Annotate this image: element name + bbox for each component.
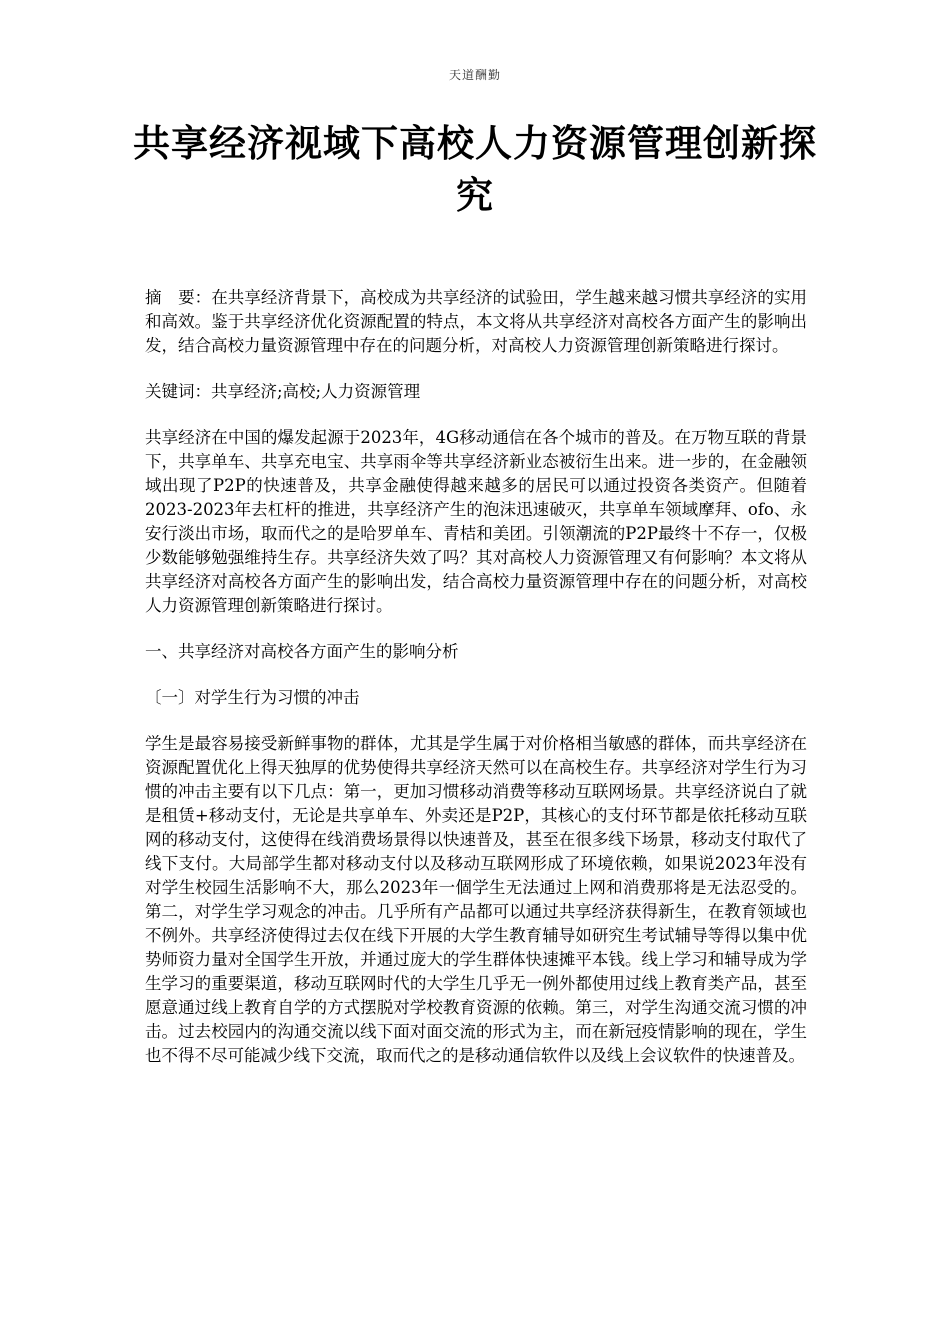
abstract-text: 在共享经济背景下，高校成为共享经济的试验田，学生越来越习惯共享经济的实用和高效。鉴于共享经济优化资源配置的特点，本文将从共享经济对高校各方面产生的影响出发，结合高校力量资源管理中存在的问题分析，对高校人力资源管理创新策略进行探讨。 [145,288,808,355]
keywords-paragraph [145,380,807,404]
abstract-label: 摘 要： [145,288,212,307]
intro-paragraph: 共享经济在中国的爆发起源于2023年，4G移动通信在各个城市的普及。在万物互联的背景下，共享单车、共享充电宝、共享雨伞等共享经济新业态被衍生出来。进一步的，在金融领域出现了P2P的快速普及，共享金融使得越来越多的居民可以通过投资各类资产。但随着2023-2023年去杠杆的推进，共享经济产生的泡沫迅速破灭，共享单车领域摩拜、ofo、永安行淡出市场，取而代之的是哈罗单车、青桔和美团。引领潮流的P2P最终十不存一，仅极少数能够勉强维持生存。共享经济失效了吗？其对高校人力资源管理又有何影响？本文将从共享经济对高校各方面产生的影响出发，结合高校力量资源管理中存在的问题分析，对高校人力资源管理创新策略进行探讨。 [145,428,807,615]
running-header: 天道酬勤 [448,68,501,82]
keywords-text: 共享经济;高校;人力资源管理 [211,382,421,401]
section-heading: 一、共享经济对高校各方面产生的影响分析 [145,642,459,661]
article-title: 共享经济视域下高校人力资源管理创新探究 [133,122,817,217]
keywords-label: 关键词： [145,382,211,401]
abstract-paragraph [145,286,807,358]
subsection-paragraph: 学生是最容易接受新鲜事物的群体，尤其是学生属于对价格相当敏感的群体，而共享经济在资源配置优化上得天独厚的优势使得共享经济天然可以在高校生存。共享经济对学生行为习惯的冲击主要有以下几点：第一，更加习惯移动消费等移动互联网场景。共享经济说白了就是租赁+移动支付，无论是共享单车、外卖还是P2P，其核心的支付环节都是依托移动互联网的移动支付，这使得在线消费场景得以快速普及，甚至在很多线下场景，移动支付取代了线下支付。大局部学生都对移动支付以及移动互联网形成了环境依赖，如果说2023年没有对学生校园生活影响不大，那么2023年一個学生无法通过上网和消费那将是无法忍受的。第二，对学生学习观念的冲击。几乎所有产品都可以通过共享经济获得新生，在教育领域也不例外。共享经济使得过去仅在线下开展的大学生教育辅导如研究生考试辅导等得以集中优势师资力量对全国学生开放，并通过庞大的学生群体快速摊平本钱。线上学习和辅导成为学生学习的重要渠道，移动互联网时代的大学生几乎无一例外都使用过线上教育类产品，甚至愿意通过线上教育自学的方式摆脱对学校教育资源的依赖。第三，对学生沟通交流习惯的冲击。过去校园内的沟通交流以线下面对面交流的形式为主，而在新冠疫情影响的现在，学生也不得不尽可能减少线下交流，取而代之的是移动通信软件以及线上会议软件的快速普及。 [145,734,807,1065]
article-body [145,286,807,1090]
subsection-heading: 〔一〕对学生行为习惯的冲击 [145,688,360,707]
